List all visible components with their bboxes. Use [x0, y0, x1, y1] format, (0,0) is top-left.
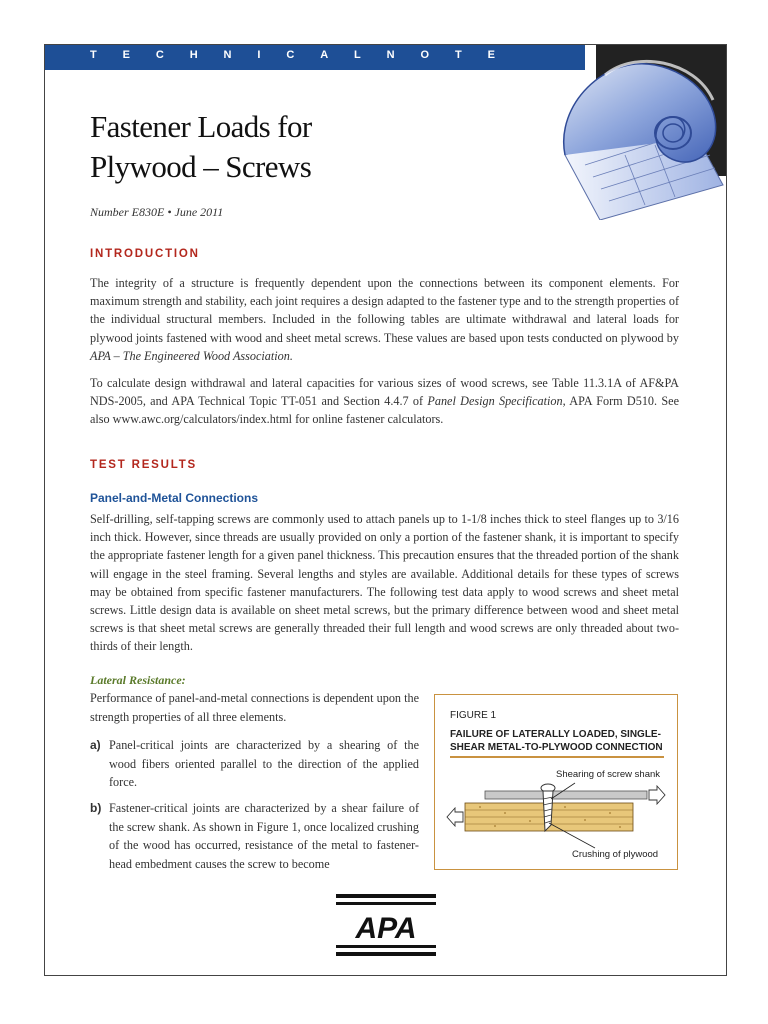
- crush-note: Crushing of plywood: [572, 849, 659, 860]
- list-item: [90, 736, 419, 792]
- panel-metal-subheading: Panel-and-Metal Connections: [90, 491, 259, 505]
- apa-logo: [336, 894, 436, 956]
- banner-letter: I: [257, 49, 261, 61]
- list-item-text: Fastener-critical joints are characterized by a shear failure of the screw shank. As shown in Figure 1, once localized crushing of the wood has occurred, resistance of the metal to fastener-head embedment causes the screw to become: [109, 801, 419, 871]
- banner-letter: N: [386, 49, 395, 61]
- intro-p1-org: APA – The Engineered Wood Association.: [90, 348, 293, 363]
- list-item-label: a): [90, 738, 101, 752]
- lateral-resistance-heading: Lateral Resistance:: [90, 673, 186, 687]
- banner-letter: C: [286, 49, 295, 61]
- banner-letter: L: [354, 49, 361, 61]
- list-item-text: Panel-critical joints are characterized by a shearing of the wood fibers oriented parallel to the direction of the applied force.: [109, 738, 419, 789]
- intro-p2-text-a: To calculate design withdrawal and lateral capacities for various sizes of wood screws, see Table 11.3.1A of AF&PA NDS-2005, and APA Technical Topic TT-051 and Section 4.4.7 of: [90, 376, 679, 409]
- banner-letter: C: [155, 49, 164, 61]
- figure-label: FIGURE 1: [450, 710, 497, 721]
- intro-p2-text-b: APA Form D510. See also www.awc.org/calculators/index.html for online fastener calculators.: [90, 394, 679, 427]
- test-results-heading: TEST RESULTS: [90, 459, 198, 471]
- banner-letter: N: [223, 49, 232, 61]
- figure-caption: FAILURE OF LATERALLY LOADED, SINGLE-SHEAR METAL-TO-PLYWOOD CONNECTION: [450, 729, 663, 753]
- introduction-heading: INTRODUCTION: [90, 248, 200, 260]
- title-line-2: Plywood – Screws: [90, 149, 312, 184]
- banner-text: [90, 49, 495, 61]
- document-number-date: Number E830E • June 2011: [90, 205, 224, 219]
- banner-letter: H: [189, 49, 198, 61]
- test-results-paragraph: Self-drilling, self-tapping screws are commonly used to attach panels up to 1-1/8 inches thick to steel flanges up to 3/16 inch thick. However, since threads are usually provided on only a portion of the fastener shank, it is important to specify the appropriate fastener length for a given panel thickness. This precaution ensures that the threaded portion of the shank will engage in the steel framing. Several lengths and styles are available. Additional details for these types of screws may be obtained from specific fastener manufacturers. The following test data apply to wood screws and sheet metal screws. Little design data is available on sheet metal screws, but the primary difference between wood and sheet metal screws is that sheet metal screws are generally threaded their full length and wood screws are only threaded about two-thirds of their length.: [90, 512, 679, 654]
- page-title: [90, 107, 312, 187]
- apa-logo-text: APA: [355, 912, 417, 945]
- list-item-label: b): [90, 801, 102, 815]
- shear-note: Shearing of screw shank: [556, 769, 661, 780]
- banner-letter: T: [454, 49, 462, 61]
- introduction-paragraph-2: [90, 374, 679, 429]
- figure-1: [434, 694, 678, 870]
- banner-letter: T: [90, 49, 97, 61]
- banner-letter: E: [487, 49, 495, 61]
- screw-connection-diagram: [435, 695, 677, 869]
- banner-letter: E: [122, 49, 130, 61]
- list-item: [90, 799, 419, 873]
- rolled-plans-icon: [545, 45, 725, 220]
- title-line-1: Fastener Loads for: [90, 109, 312, 144]
- banner-letter: O: [420, 49, 430, 61]
- intro-p2-spec: Panel Design Specification,: [427, 394, 566, 409]
- introduction-paragraph-1: [90, 274, 679, 365]
- intro-p1-text: The integrity of a structure is frequently dependent upon the connections between its component elements. For maximum strength and stability, each joint requires a design adapted to the fastener type and to the strength properties of the individual structural members. Included in the following tables are ultimate withdrawal and lateral loads for plywood joints fastened with wood and sheet metal screws. These values are based upon tests conducted on plywood by: [90, 276, 679, 345]
- banner-letter: A: [320, 49, 329, 61]
- lateral-intro: Performance of panel-and-metal connections is dependent upon the strength properties of all three elements.: [90, 691, 419, 724]
